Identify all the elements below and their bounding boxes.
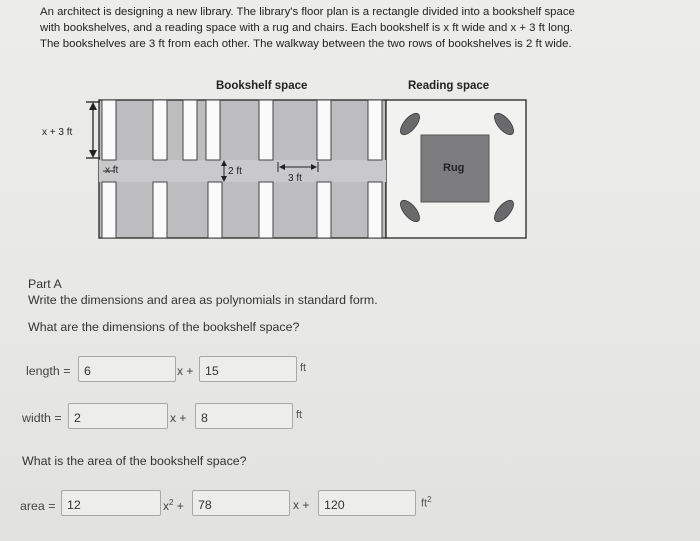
- part-a-title: Part A: [28, 277, 62, 291]
- area-x-input[interactable]: [192, 490, 232, 516]
- bookshelf-top-5: [259, 100, 273, 160]
- intro-line-2: with bookshelves, and a reading space with a rug and chairs. Each bookshelf is x ft wide and x + 3 ft long.: [40, 22, 573, 34]
- label-gap: 3 ft: [288, 173, 302, 184]
- bookshelf-top-3: [183, 100, 197, 160]
- length-op: x +: [177, 364, 194, 378]
- area-const-input[interactable]: [318, 490, 368, 516]
- shelf-length-arrow: [86, 102, 100, 158]
- area-x2-input[interactable]: [61, 490, 101, 516]
- bookshelf-top-7: [368, 100, 382, 160]
- label-shelf-width: x ft: [105, 165, 119, 176]
- intro-line-3: The bookshelves are 3 ft from each other. The walkway between the two rows of bookshelves is 2 ft wide.: [40, 38, 572, 50]
- walkway: [99, 160, 386, 182]
- area-op1: $x^2$ +: [163, 498, 184, 513]
- question-dimensions: What are the dimensions of the bookshelf space?: [28, 320, 300, 334]
- width-label: width =: [22, 411, 62, 425]
- length-const-input[interactable]: [199, 356, 239, 382]
- bookshelf-bottom-5: [317, 182, 331, 238]
- bookshelf-bottom-4: [259, 182, 273, 238]
- width-unit: ft: [296, 409, 303, 421]
- question-area: What is the area of the bookshelf space?: [22, 454, 247, 468]
- floor-plan-diagram: [0, 0, 700, 250]
- bookshelf-bottom-2: [153, 182, 167, 238]
- length-coef-input[interactable]: [78, 356, 106, 382]
- bookshelf-bottom-3: [208, 182, 222, 238]
- area-unit: $ft^2$: [421, 495, 432, 510]
- label-walkway: 2 ft: [228, 166, 242, 177]
- width-coef-input[interactable]: [68, 403, 96, 429]
- bookshelf-top-6: [317, 100, 331, 160]
- bookshelf-top-1: [102, 100, 116, 160]
- intro-line-1: An architect is designing a new library. The library's floor plan is a rectangle divided into a bookshelf space: [40, 6, 575, 18]
- bookshelf-top-2: [153, 100, 167, 160]
- reading-space-title: Reading space: [408, 80, 490, 92]
- bookshelf-bottom-1: [102, 182, 116, 238]
- label-rug: Rug: [443, 162, 465, 174]
- bookshelf-top-4: [206, 100, 220, 160]
- length-unit: ft: [300, 362, 307, 374]
- bookshelf-space-title: Bookshelf space: [216, 80, 308, 92]
- length-label: length =: [26, 364, 71, 378]
- part-a-instruction: Write the dimensions and area as polynomials in standard form.: [28, 293, 378, 307]
- label-shelf-length: x + 3 ft: [42, 127, 73, 138]
- bookshelf-bottom-6: [368, 182, 382, 238]
- area-op2: x +: [293, 498, 310, 512]
- area-label: area =: [20, 499, 56, 513]
- width-const-input[interactable]: [195, 403, 235, 429]
- width-op: x +: [170, 411, 187, 425]
